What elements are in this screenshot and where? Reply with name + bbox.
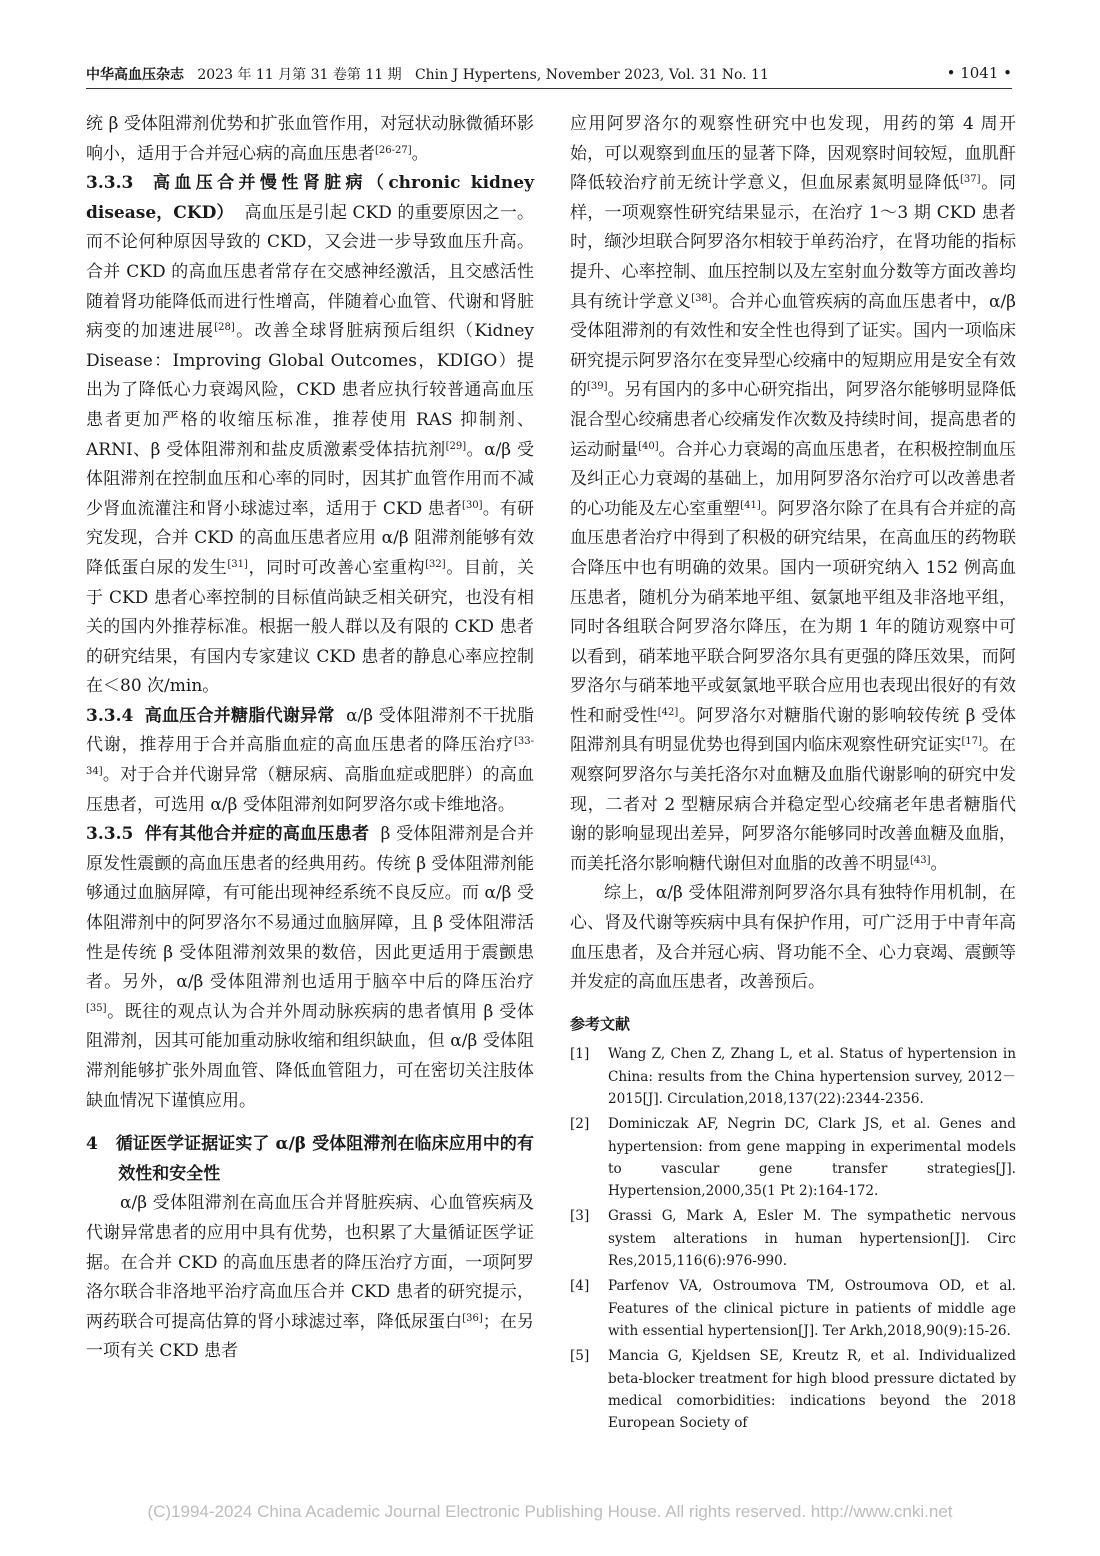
citation: [29] [445, 440, 467, 452]
citation: [39] [587, 381, 608, 393]
section-3-3-4: 3.3.4 高血压合并糖脂代谢异常 α/β 受体阻滞剂不干扰脂代谢，推荐用于合并高脂血症的高血压患者的降压治疗[33-34]。对于合并代谢异常（糖尿病、高脂血症或肥胖）的高血压患者，可选用 α/β 受体阻滞剂如阿罗洛尔或卡维地洛。 [86, 705, 534, 815]
citation: [43] [910, 854, 931, 866]
reference-item [570, 1113, 1016, 1202]
reference-number: [1] [570, 1046, 590, 1063]
running-header [86, 64, 1012, 86]
section-number: 3.3.5 [86, 824, 134, 845]
references-title: 参考文献 [570, 1014, 631, 1033]
section-4-paragraph: α/β 受体阻滞剂在高血压合并肾脏疾病、心血管疾病及代谢异常患者的应用中具有优势，也积累了大量循证医学证据。在合并 CKD 的高血压患者的降压治疗方面，一项阿罗洛尔联合非洛地平治疗高血压合并 CKD 患者的研究提示，两药联合可提高估算的肾小球滤过率，降低尿蛋白[36]；在另一项有关 CKD 患者 [86, 1193, 535, 1362]
reference-item [570, 1345, 1016, 1434]
citation: [38] [691, 292, 712, 304]
journal-title-en: Chin J Hypertens, November 2023, Vol. 31 No. 11 [414, 67, 769, 83]
reference-number: [5] [570, 1348, 590, 1365]
citation: [37] [960, 174, 981, 186]
right-column [570, 110, 1016, 1437]
citation: [42] [657, 706, 679, 718]
citation: [40] [638, 440, 659, 452]
paragraph-continuation: 应用阿罗洛尔的观察性研究中也发现，用药的第 4 周开始，可以观察到血压的显著下降，因观察时间较短，血肌酐降低较治疗前无统计学意义，但血尿素氮明显降低[37]。同样，一项观察性研究结果显示，在治疗 1～3 期 CKD 患者时，缬沙坦联合阿罗洛尔相较于单药治疗，在肾功能的指标提升、心率控制、血压控制以及左室射血分数等方面改善均具有统计学意义[38]。合并心血管疾病的高血压患者中，α/β 受体阻滞剂的有效性和安全性也得到了证实。国内一项临床研究提示阿罗洛尔在变异型心绞痛中的短期应用是安全有效的[39]。另有国内的多中心研究指出，阿罗洛尔能够明显降低混合型心绞痛患者心绞痛发作次数及持续时间，提高患者的运动耐量[40]。合并心力衰竭的高血压患者，在积极控制血压及纠正心力衰竭的基础上，加用阿罗洛尔治疗可以改善患者的心功能及左心室重塑[41]。阿罗洛尔除了在具有合并症的高血压患者治疗中得到了积极的研究结果，在高血压的药物联合降压中也有明确的效果。国内一项研究纳入 152 例高血压患者，随机分为硝苯地平组、氨氯地平组及非洛地平组，同时各组联合阿罗洛尔降压，在为期 1 年的随访观察中可以看到，硝苯地平联合阿罗洛尔具有更强的降压效果，而阿罗洛尔与硝苯地平或氨氯地平联合应用也表现出很好的有效性和耐受性[42]。阿罗洛尔对糖脂代谢的影响较传统 β 受体阻滞剂具有明显优势也得到国内临床观察性研究证实[17]。在观察阿罗洛尔与美托洛尔对血糖及血脂代谢影响的研究中发现，二者对 2 型糖尿病合并稳定型心绞痛老年患者糖脂代谢的影响显现出差异，阿罗洛尔能够同时改善血糖及血脂，而美托洛尔影响糖代谢但对血脂的改善不明显[43]。 [570, 114, 1017, 874]
section-heading: 伴有其他合并症的高血压患者 [144, 824, 370, 845]
citation: [28] [214, 322, 235, 334]
section-heading: 高血压合并慢性肾脏病（chronic kidney disease，CKD） [86, 173, 534, 223]
citation: [31] [227, 558, 248, 570]
section-3-3-3: 3.3.3 高血压合并慢性肾脏病（chronic kidney disease，CKD） 高血压是引起 CKD 的重要原因之一。而不论何种原因导致的 CKD，又会进一步导致血压升高。合并 CKD 的高血压患者常存在交感神经激活，且交感活性随着肾功能降低而进行性增高，伴随着心血管、代谢和肾脏病变的加速进展[28]。改善全球肾脏病预后组织（Kidney Disease：Improving Global Outcomes，KDIGO）提出为了降低心力衰竭风险，CKD 患者应执行较普通高血压患者更加严格的收缩压标准，推荐使用 RAS 抑制剂、ARNI、β 受体阻滞剂和盐皮质激素受体拮抗剂[29]。α/β 受体阻滞剂在控制血压和心率的同时，因其扩血管作用而不减少肾血流灌注和肾小球滤过率，适用于 CKD 患者[30]。有研究发现，合并 CKD 的高血压患者应用 α/β 阻滞剂能够有效降低蛋白尿的发生[31]，同时可改善心室重构[32]。目前，关于 CKD 患者心率控制的目标值尚缺乏相关研究，也没有相关的国内外推荐标准。根据一般人群以及有限的 CKD 患者的研究结果，有国内专家建议 CKD 患者的静息心率应控制在＜80 次/min。 [86, 173, 535, 697]
header-divider [86, 88, 1012, 89]
reference-text: Dominiczak AF, Negrin DC, Clark JS, et al. Genes and hypertension: from gene mapping in experimental models to vascular gene transfer strategies[J]. Hypertension,2000,35(1 Pt 2):164-172. [608, 1116, 1016, 1200]
citation: [30] [462, 499, 483, 511]
section-number: 3.3.4 [86, 705, 134, 726]
reference-number: [2] [570, 1116, 590, 1133]
citation: [35] [86, 1002, 107, 1014]
conclusion-paragraph: 综上，α/β 受体阻滞剂阿罗洛尔具有独特作用机制，在心、肾及代谢等疾病中具有保护作用，可广泛用于中青年高血压患者，及合并冠心病、肾功能不全、心力衰竭、震颤等并发症的高血压患者，改善预后。 [570, 883, 1016, 993]
citation: [33-34] [86, 736, 534, 778]
reference-text: Grassi G, Mark A, Esler M. The sympathetic nervous system alterations in human hypertension[J]. Circ Res,2015,116(6):976-990. [608, 1208, 1016, 1270]
section-heading: 高血压合并糖脂代谢异常 [144, 705, 335, 726]
reference-number: [3] [570, 1208, 590, 1225]
left-column [86, 110, 534, 1367]
reference-text: Parfenov VA, Ostroumova TM, Ostroumova OD, et al. Features of the clinical picture in patients of middle age with essential hypertension[J]. Ter Arkh,2018,90(9):15-26. [608, 1278, 1016, 1339]
citation: [17] [961, 736, 982, 748]
section-number: 3.3.3 [86, 173, 134, 194]
paragraph-continuation: 统 β 受体阻滞剂优势和扩张血管作用，对冠状动脉微循环影响小，适用于合并冠心病的高血压患者[26-27]。 [86, 114, 534, 164]
reference-item [570, 1275, 1016, 1342]
page-number: • 1041 • [946, 64, 1012, 82]
copyright-watermark: (C)1994-2024 China Academic Journal Electronic Publishing House. All rights reserved. http://www.cnki.net [147, 1502, 953, 1521]
reference-text: Wang Z, Chen Z, Zhang L, et al. Status of hypertension in China: results from the China hypertension survey, 2012－2015[J]. Circulation,2018,137(22):2344-2356. [608, 1046, 1016, 1107]
citation: [32] [425, 558, 446, 570]
citation: [36] [462, 1312, 483, 1324]
reference-list [570, 1043, 1016, 1434]
reference-item [570, 1205, 1016, 1272]
reference-number: [4] [570, 1278, 590, 1295]
reference-item [570, 1043, 1016, 1110]
citation: [26-27] [375, 144, 412, 156]
issue-info: 2023 年 11 月第 31 卷第 11 期 [197, 67, 402, 83]
header-citation [86, 64, 769, 84]
journal-title: 中华高血压杂志 [86, 67, 184, 83]
section-4-heading: 4 循证医学证据证实了 α/β 受体阻滞剂在临床应用中的有效性和安全性 [86, 1134, 534, 1184]
section-3-3-5: 3.3.5 伴有其他合并症的高血压患者 β 受体阻滞剂是合并原发性震颤的高血压患者的经典用药。传统 β 受体阻滞剂能够通过血脑屏障，有可能出现神经系统不良反应。而 α/β 受体阻滞剂中的阿罗洛尔不易通过血脑屏障，且 β 受体阻滞活性是传统 β 受体阻滞剂效果的数倍，因此更适用于震颤患者。另外，α/β 受体阻滞剂也适用于脑卒中后的降压治疗[35]。既往的观点认为合并外周动脉疾病的患者慎用 β 受体阻滞剂，因其可能加重动脉收缩和组织缺血，但 α/β 受体阻滞剂能够扩张外周血管、降低血管阻力，可在密切关注肢体缺血情况下谨慎应用。 [86, 824, 535, 1111]
reference-text: Mancia G, Kjeldsen SE, Kreutz R, et al. Individualized beta-blocker treatment for high blood pressure dictated by medical comorbidities: indications beyond the 2018 European Society of [608, 1348, 1016, 1432]
section-number: 4 [86, 1134, 98, 1155]
citation: [41] [740, 499, 761, 511]
